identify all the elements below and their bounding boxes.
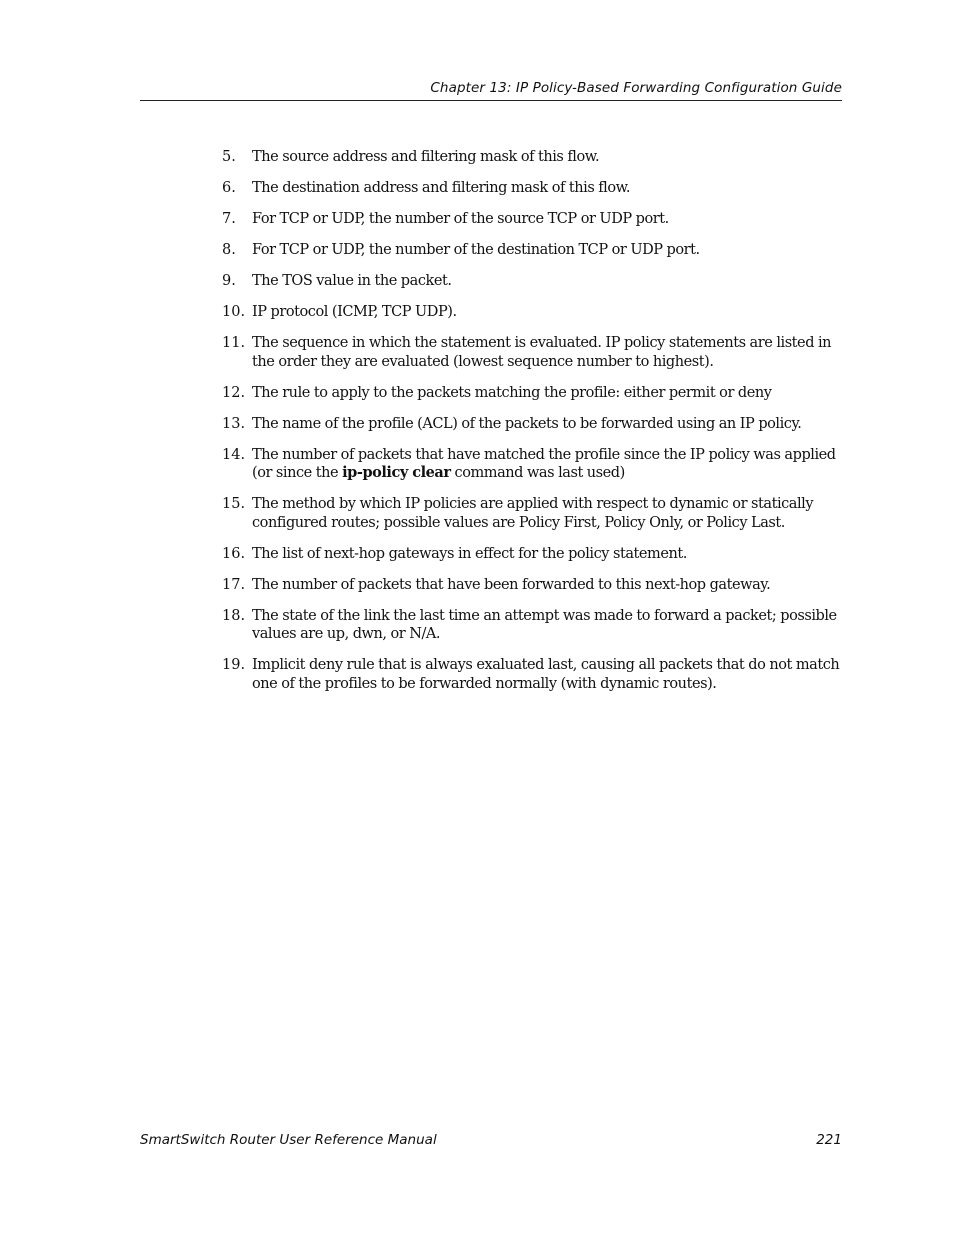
- list-item-text: The list of next-hop gateways in effect for the policy statement.: [252, 545, 687, 562]
- manual-title: SmartSwitch Router User Reference Manual: [140, 1132, 437, 1148]
- list-item: [222, 179, 842, 198]
- list-item-text: The name of the profile (ACL) of the packets to be forwarded using an IP policy.: [252, 415, 802, 432]
- list-item: [222, 384, 842, 403]
- list-item-number: 8.: [222, 242, 236, 258]
- list-item-number: 10.: [222, 304, 246, 320]
- list-item-text: The destination address and filtering mask of this flow.: [252, 180, 631, 196]
- list-item-text: The rule to apply to the packets matching the profile: either permit or deny: [252, 384, 772, 401]
- list-item: [222, 495, 842, 532]
- list-item-text: The sequence in which the statement is evaluated. IP policy statements are listed in the order they are evaluated (lowest sequence number to highest).: [252, 335, 832, 370]
- list-item: [222, 576, 842, 595]
- list-item: [222, 607, 842, 644]
- list-item-number: 15.: [222, 496, 246, 512]
- list-item: [222, 656, 842, 693]
- list-item-number: 19.: [222, 657, 246, 673]
- list-item: [222, 210, 842, 229]
- list-item-text: For TCP or UDP, the number of the destination TCP or UDP port.: [252, 242, 700, 258]
- list-item: [222, 303, 842, 322]
- list-item: [222, 415, 842, 434]
- command-name: ip-policy clear: [342, 464, 451, 481]
- list-item-number: 17.: [222, 576, 246, 593]
- chapter-title: Chapter 13: IP Policy-Based Forwarding Configuration Guide: [430, 80, 842, 96]
- list-item-number: 9.: [222, 273, 236, 289]
- numbered-list: [222, 148, 842, 706]
- list-item-text: IP protocol (ICMP, TCP UDP).: [252, 304, 457, 320]
- list-item: [222, 148, 842, 167]
- list-item-number: 13.: [222, 415, 246, 432]
- list-item: [222, 241, 842, 260]
- page-footer: [140, 1132, 842, 1152]
- list-item-number: 5.: [222, 149, 236, 165]
- list-item-text-before: The number of packets that have matched the profile since the IP policy was applied (or since the: [252, 446, 836, 481]
- list-item: [222, 545, 842, 564]
- list-item-text: Implicit deny rule that is always exaluated last, causing all packets that do not match one of the profiles to be forwarded normally (with dynamic routes).: [252, 657, 840, 692]
- list-item-number: 14.: [222, 446, 246, 463]
- list-item-number: 18.: [222, 607, 246, 624]
- list-item-text: The number of packets that have been forwarded to this next-hop gateway.: [252, 576, 771, 593]
- list-item-number: 16.: [222, 545, 246, 562]
- page-number: 221: [816, 1132, 842, 1148]
- list-item-number: 7.: [222, 211, 236, 227]
- list-item-text: The method by which IP policies are applied with respect to dynamic or statically configured routes; possible values are Policy First, Policy Only, or Policy Last.: [252, 496, 814, 531]
- list-item-text: [252, 446, 842, 483]
- list-item-text-after: command was last used): [450, 465, 625, 481]
- list-item-text: For TCP or UDP, the number of the source TCP or UDP port.: [252, 211, 669, 227]
- page-header: [140, 78, 842, 101]
- list-item: [222, 334, 842, 371]
- list-item-text: The state of the link the last time an attempt was made to forward a packet; possible values are up, dwn, or N/A.: [252, 607, 837, 642]
- list-item: [222, 272, 842, 291]
- list-item-number: 12.: [222, 384, 246, 401]
- list-item-text: The source address and filtering mask of this flow.: [252, 149, 600, 165]
- list-item-text: The TOS value in the packet.: [252, 273, 452, 289]
- list-item: [222, 446, 842, 483]
- list-item-number: 6.: [222, 180, 236, 196]
- list-item-number: 11.: [222, 335, 246, 351]
